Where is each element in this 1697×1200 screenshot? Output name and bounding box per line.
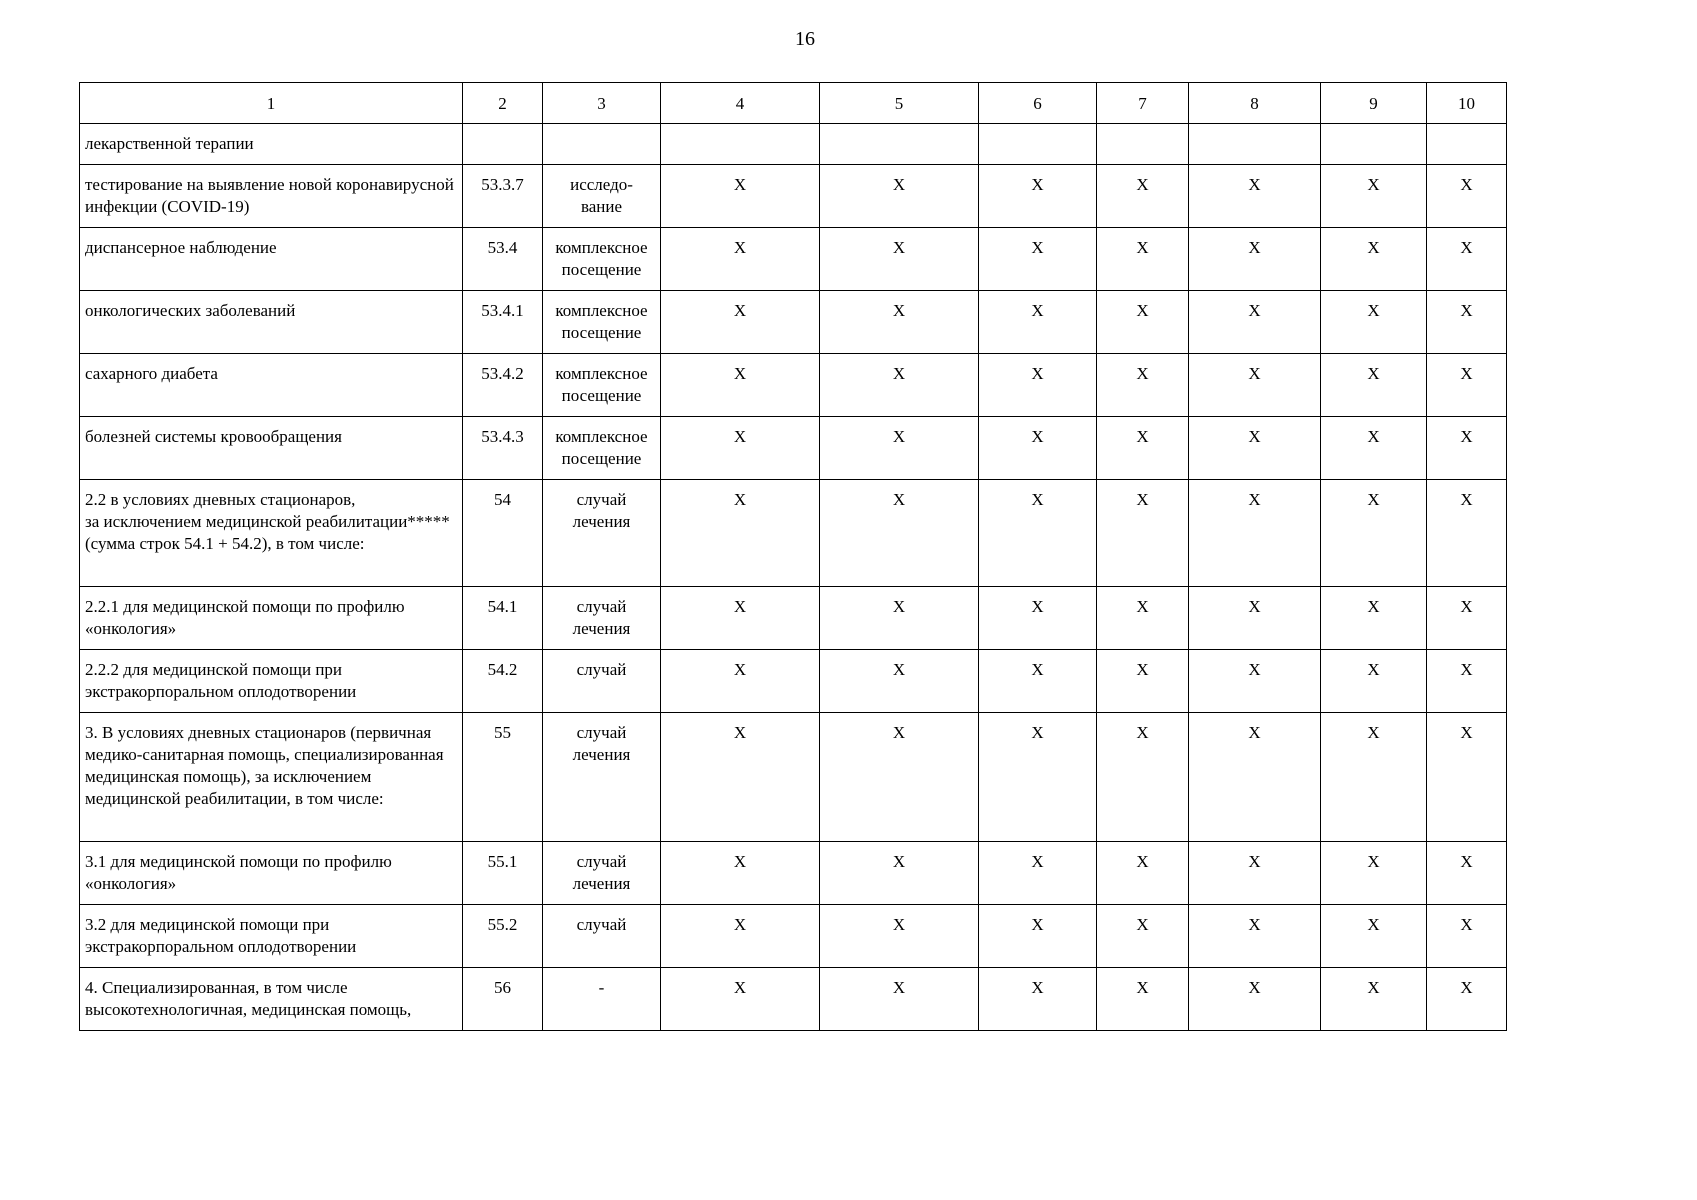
row-mark-cell: Х (1097, 417, 1189, 480)
column-header: 4 (661, 83, 820, 124)
column-header: 6 (979, 83, 1097, 124)
row-mark-cell: Х (820, 354, 979, 417)
row-mark-cell (1097, 124, 1189, 165)
table-row (80, 354, 1507, 417)
column-header: 9 (1321, 83, 1427, 124)
row-code-cell: 53.4.1 (463, 291, 543, 354)
row-mark-cell: Х (1321, 228, 1427, 291)
row-code-cell: 56 (463, 968, 543, 1031)
row-name-cell: 2.2.2 для медицинской помощи при экстракорпоральном оплодотворении (80, 650, 463, 713)
row-mark-cell: Х (1427, 713, 1507, 842)
data-table (79, 82, 1507, 1031)
row-unit-cell (543, 124, 661, 165)
row-name-cell: 3.2 для медицинской помощи при экстракорпоральном оплодотворении (80, 905, 463, 968)
row-name-cell: 4. Специализированная, в том числе высокотехнологичная, медицинская помощь, (80, 968, 463, 1031)
row-unit-cell: случай лечения (543, 587, 661, 650)
row-mark-cell (979, 124, 1097, 165)
row-mark-cell: Х (1321, 905, 1427, 968)
row-code-cell: 54.2 (463, 650, 543, 713)
row-mark-cell: Х (820, 842, 979, 905)
row-mark-cell: Х (661, 968, 820, 1031)
row-mark-cell: Х (1189, 228, 1321, 291)
row-code-cell: 53.4.2 (463, 354, 543, 417)
row-code-cell: 54.1 (463, 587, 543, 650)
row-mark-cell: Х (979, 354, 1097, 417)
row-unit-cell: комплексное посещение (543, 228, 661, 291)
row-mark-cell: Х (1097, 968, 1189, 1031)
row-mark-cell: Х (979, 713, 1097, 842)
row-mark-cell: Х (1427, 650, 1507, 713)
row-mark-cell: Х (820, 480, 979, 587)
row-name-cell: 3.1 для медицинской помощи по профилю «онкология» (80, 842, 463, 905)
row-mark-cell: Х (1427, 228, 1507, 291)
row-mark-cell: Х (820, 165, 979, 228)
table-row (80, 968, 1507, 1031)
row-mark-cell: Х (1097, 228, 1189, 291)
row-unit-cell: случай лечения (543, 480, 661, 587)
row-mark-cell: Х (1097, 713, 1189, 842)
row-mark-cell: Х (820, 650, 979, 713)
table-row (80, 124, 1507, 165)
row-mark-cell: Х (1189, 354, 1321, 417)
row-mark-cell: Х (1189, 842, 1321, 905)
row-mark-cell: Х (979, 417, 1097, 480)
row-mark-cell: Х (661, 842, 820, 905)
row-name-cell: 2.2.1 для медицинской помощи по профилю «онкология» (80, 587, 463, 650)
row-mark-cell: Х (979, 291, 1097, 354)
row-name-cell: онкологических заболеваний (80, 291, 463, 354)
row-mark-cell: Х (1427, 968, 1507, 1031)
row-mark-cell: Х (979, 587, 1097, 650)
table-row (80, 842, 1507, 905)
row-unit-cell: комплексное посещение (543, 354, 661, 417)
row-mark-cell: Х (1097, 842, 1189, 905)
row-mark-cell: Х (1097, 905, 1189, 968)
table-row (80, 713, 1507, 842)
table-row (80, 291, 1507, 354)
row-mark-cell: Х (979, 165, 1097, 228)
row-mark-cell: Х (661, 228, 820, 291)
row-mark-cell: Х (1427, 291, 1507, 354)
row-mark-cell: Х (1097, 650, 1189, 713)
row-mark-cell: Х (661, 905, 820, 968)
row-name-cell: 2.2 в условиях дневных стационаров, за исключением медицинской реабилитации***** (сумма строк 54.1 + 54.2), в том числе: (80, 480, 463, 587)
table-row (80, 650, 1507, 713)
column-header: 7 (1097, 83, 1189, 124)
row-mark-cell: Х (979, 650, 1097, 713)
row-unit-cell: - (543, 968, 661, 1031)
row-name-cell: 3. В условиях дневных стационаров (первичная медико-санитарная помощь, специализированная медицинская помощь), за исключением медицинской реабилитации, в том числе: (80, 713, 463, 842)
row-mark-cell: Х (661, 713, 820, 842)
row-mark-cell: Х (820, 228, 979, 291)
row-name-cell: диспансерное наблюдение (80, 228, 463, 291)
row-code-cell: 55 (463, 713, 543, 842)
row-mark-cell: Х (661, 480, 820, 587)
row-mark-cell: Х (1321, 842, 1427, 905)
row-mark-cell (1427, 124, 1507, 165)
row-mark-cell: Х (1321, 354, 1427, 417)
row-mark-cell: Х (1427, 417, 1507, 480)
row-mark-cell: Х (1321, 587, 1427, 650)
row-unit-cell: комплексное посещение (543, 417, 661, 480)
row-mark-cell: Х (979, 968, 1097, 1031)
header-row (80, 83, 1507, 124)
row-mark-cell (820, 124, 979, 165)
row-mark-cell: Х (1189, 417, 1321, 480)
row-mark-cell: Х (820, 291, 979, 354)
row-code-cell: 54 (463, 480, 543, 587)
table-row (80, 480, 1507, 587)
row-mark-cell: Х (1321, 968, 1427, 1031)
column-header: 1 (80, 83, 463, 124)
row-mark-cell: Х (979, 480, 1097, 587)
row-mark-cell: Х (661, 417, 820, 480)
row-mark-cell: Х (1189, 713, 1321, 842)
row-name-cell: лекарственной терапии (80, 124, 463, 165)
page-number: 16 (795, 28, 815, 50)
row-code-cell: 53.3.7 (463, 165, 543, 228)
row-mark-cell: Х (1189, 165, 1321, 228)
row-name-cell: сахарного диабета (80, 354, 463, 417)
row-unit-cell: случай (543, 905, 661, 968)
row-mark-cell: Х (820, 713, 979, 842)
row-code-cell: 55.1 (463, 842, 543, 905)
row-mark-cell: Х (1427, 587, 1507, 650)
row-mark-cell: Х (661, 291, 820, 354)
row-mark-cell: Х (661, 354, 820, 417)
row-mark-cell: Х (1427, 842, 1507, 905)
row-mark-cell: Х (661, 165, 820, 228)
row-mark-cell: Х (1189, 650, 1321, 713)
row-mark-cell: Х (1321, 417, 1427, 480)
row-mark-cell: Х (820, 587, 979, 650)
row-mark-cell: Х (1321, 291, 1427, 354)
row-code-cell: 53.4.3 (463, 417, 543, 480)
row-mark-cell: Х (1427, 354, 1507, 417)
row-mark-cell: Х (820, 417, 979, 480)
row-mark-cell: Х (1189, 968, 1321, 1031)
column-header: 5 (820, 83, 979, 124)
row-mark-cell: Х (1097, 354, 1189, 417)
row-mark-cell: Х (1427, 165, 1507, 228)
row-mark-cell: Х (1427, 905, 1507, 968)
table-body (80, 83, 1507, 1031)
row-mark-cell: Х (1189, 480, 1321, 587)
row-mark-cell: Х (1321, 650, 1427, 713)
row-unit-cell: комплексное посещение (543, 291, 661, 354)
row-unit-cell: случай лечения (543, 713, 661, 842)
row-mark-cell: Х (1321, 165, 1427, 228)
row-unit-cell: случай лечения (543, 842, 661, 905)
row-mark-cell: Х (661, 650, 820, 713)
row-name-cell: болезней системы кровообращения (80, 417, 463, 480)
column-header: 8 (1189, 83, 1321, 124)
row-mark-cell: Х (1427, 480, 1507, 587)
row-mark-cell: Х (1321, 713, 1427, 842)
row-mark-cell (1321, 124, 1427, 165)
row-mark-cell: Х (1189, 291, 1321, 354)
row-mark-cell: Х (1097, 291, 1189, 354)
row-mark-cell (661, 124, 820, 165)
row-unit-cell: случай (543, 650, 661, 713)
table-row (80, 587, 1507, 650)
row-mark-cell: Х (1097, 165, 1189, 228)
column-header: 10 (1427, 83, 1507, 124)
row-mark-cell: Х (820, 905, 979, 968)
column-header: 3 (543, 83, 661, 124)
table-row (80, 417, 1507, 480)
row-name-cell: тестирование на выявление новой коронавирусной инфекции (COVID-19) (80, 165, 463, 228)
table-row (80, 165, 1507, 228)
row-mark-cell: Х (1189, 587, 1321, 650)
table-row (80, 228, 1507, 291)
row-mark-cell: Х (979, 905, 1097, 968)
table-row (80, 905, 1507, 968)
row-code-cell: 55.2 (463, 905, 543, 968)
row-mark-cell: Х (1097, 480, 1189, 587)
row-code-cell: 53.4 (463, 228, 543, 291)
row-mark-cell: Х (1189, 905, 1321, 968)
row-mark-cell: Х (979, 842, 1097, 905)
row-mark-cell: Х (1321, 480, 1427, 587)
row-mark-cell: Х (979, 228, 1097, 291)
row-mark-cell: Х (1097, 587, 1189, 650)
row-mark-cell: Х (820, 968, 979, 1031)
row-mark-cell: Х (661, 587, 820, 650)
row-unit-cell: исследо- вание (543, 165, 661, 228)
column-header: 2 (463, 83, 543, 124)
row-code-cell (463, 124, 543, 165)
row-mark-cell (1189, 124, 1321, 165)
